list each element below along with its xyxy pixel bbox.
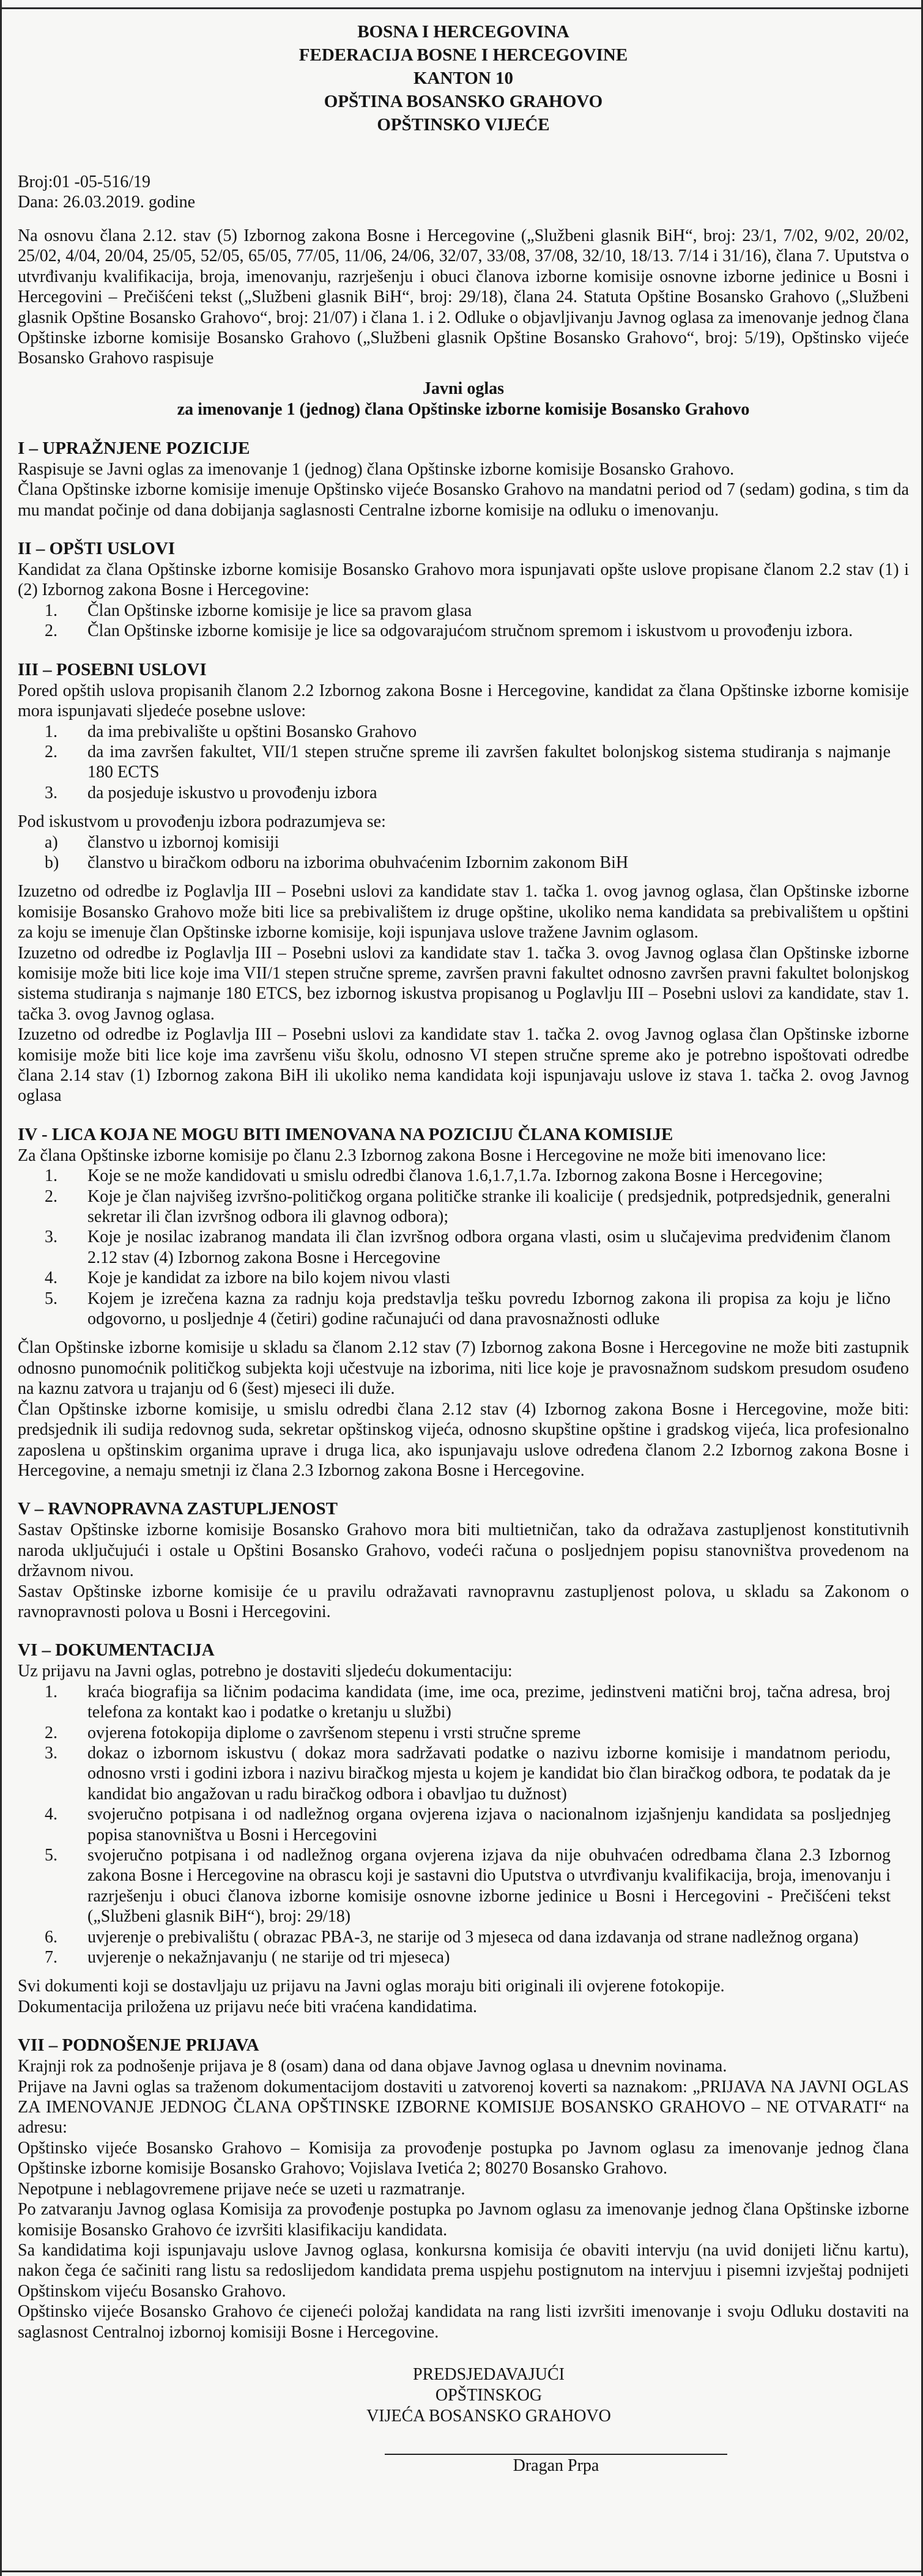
section-heading-equal-representation: V – RAVNOPRAVNA ZASTUPLJENOST: [18, 1499, 338, 1519]
section-heading-special-conditions: III – POSEBNI USLOVI: [18, 659, 207, 679]
paragraph: Pod iskustvom u provođenju izbora podrazumjeva se:: [18, 812, 386, 832]
paragraph: Svi dokumenti koji se dostavljaju uz prijavu na Javni oglas moraju biti originali ili ovjerene fotokopije.: [18, 1977, 725, 1996]
list-item: 2. Koje je član najvišeg izvršno-političkog organa političke stranke ili koalicije ( predsjednik, potpredsjednik, generalni sekretar ili član izvršnog odbora ili glavnog odbora);: [45, 1186, 891, 1227]
bottom-border: [2, 2570, 921, 2572]
header-council: OPŠTINSKO VIJEĆE: [377, 115, 550, 135]
list-item: 3. dokaz o izbornom iskustvu ( dokaz mora sadržavati podatke o nazivu izborne komisije i mandatnom periodu, odnosno vrsti i godini izbora i nazivu biračkog mjesta u kojem je kandidat bio član biračkog odbora, te podatak da je kandidat bio angažovan u radu biračkog odbora i obavljao tu dužnost): [45, 1743, 891, 1804]
section-heading-documentation: VI – DOKUMENTACIJA: [18, 1640, 215, 1660]
paragraph: Uz prijavu na Javni oglas, potrebno je dostaviti sljedeću dokumentaciju:: [18, 1662, 513, 1681]
general-conditions-list: [18, 601, 909, 642]
header-federation: FEDERACIJA BOSNE I HERCEGOVINE: [298, 45, 628, 65]
signature-title-line1: PREDSJEDAVAJUĆI OPŠTINSKOG: [413, 2364, 565, 2405]
header-country: BOSNA I HERCEGOVINA: [357, 22, 569, 42]
paragraph: Izuzetno od odredbe iz Poglavlja III – Posebni uslovi za kandidate stav 1. tačka 1. ovog javnog oglasa, član Opštinske izborne komisije Bosansko Grahovo može biti lice sa prebivalištem iz druge opštine, ukoliko nema kandidata sa prebivalištem u opštini za koju se imenuje član Opštinske izborne komisije, koji ispunjava uslove tražene Javnim oglasom.: [18, 882, 909, 942]
list-item: 2. da ima završen fakultet, VII/1 stepen stručne spreme ili završen fakultet bolonjskog sistema studiranja s najmanje 180 ECTS: [45, 742, 891, 782]
list-item: 5. svojeručno potpisana i od nadležnog organa ovjerena izjava da nije obuhvaćen odredbama člana 2.3 Izbornog zakona Bosne i Hercegovine na obrascu koji je sastavni dio Uputstva o utvrđivanju kvalifikacija, broja, imenovanju i razrješenju i obuci članova izborne komisije osnovne izborne jedinice u Bosni i Hercegovini - Prečišćeni tekst („Službeni glasnik BiH“), broj: 29/18): [45, 1846, 891, 1926]
list-item: 1. kraća biografija sa ličnim podacima kandidata (ime, ime oca, prezime, jedinstveni matični broj, tačna adresa, broj telefona za kontakt kao i podatke o kretanju u službi): [45, 1682, 891, 1722]
paragraph: Pored opštih uslova propisanih članom 2.2 Izbornog zakona Bosne i Hercegovine, kandidat za člana Opštinske izborne komisije mora ispunjavati sljedeće posebne uslove:: [18, 681, 909, 721]
list-item: 1. da ima prebivalište u opštini Bosansko Grahovo: [45, 722, 417, 741]
paragraph: Član Opštinske izborne komisije, u smislu odredbi člana 2.12 stav (4) Izbornog zakona Bosne i Hercegovine, može biti: predsjednik ili sudija redovnog suda, sekretar opštinskog vijeća, odnosno skupštine opštine i gradskog vijeća, lica profesionalno zaposlena u opštinskim organima uprave i druga lica, ako ispunjavaju uslove određena članom 2.2 Izbornog zakona Bosne i Hercegovine, a nemaju smetnji iz člana 2.3 Izbornog zakona Bosne i Hercegovine.: [18, 1399, 909, 1480]
paragraph: Krajnji rok za podnošenje prijava je 8 (osam) dana od dana objave Javnog oglasa u dnevnim novinama.: [18, 2057, 727, 2076]
signature-block: [360, 2364, 617, 2427]
list-item: 7. uvjerenje o nekažnjavanju ( ne starije od tri mjeseca): [45, 1948, 450, 1967]
list-item: 4. svojeručno potpisana i od nadležnog organa ovjerena izjava o nacionalnom izjašnjenju kandidata sa posljednjeg popisa stanovništva u Bosni i Hercegovini: [45, 1805, 891, 1845]
paragraph: Opštinsko vijeće Bosansko Grahovo će cijeneći položaj kandidata na rang listi izvršiti imenovanje i svoju Odluku dostaviti na saglasnost Centralnoj izbornoj komisiji Bosne i Hercegovine.: [18, 2302, 909, 2342]
paragraph: Dokumentacija priložena uz prijavu neće biti vraćena kandidatima.: [18, 1997, 478, 2016]
signatory-name: Dragan Prpa: [513, 2456, 599, 2475]
paragraph: Člana Opštinske izborne komisije imenuje Opštinsko vijeće Bosansko Grahovo na mandatni period od 7 (sedam) godina, s tim da mu mandat počinje od dana dobijanja saglasnosti Centralne izborne komisije na odluku o imenovanju.: [18, 480, 909, 520]
list-item: 3. da posjeduje iskustvo u provođenju izbora: [45, 783, 377, 802]
paragraph: Prijave na Javni oglas sa traženom dokumentacijom dostaviti u zatvorenoj koverti sa naznakom: „PRIJAVA NA JAVNI OGLAS ZA IMENOVANJE JEDNOG ČLANA OPŠTINSKE IZBORNE KOMISIJE BOSANSKO GRAHOVO – NE OTVARATI“ na adresu:: [18, 2077, 909, 2137]
paragraph: Raspisuje se Javni oglas za imenovanje 1 (jednog) člana Opštinske izborne komisije Bosansko Grahovo.: [18, 459, 735, 479]
paragraph: Kandidat za člana Opštinske izborne komisije Bosansko Grahovo mora ispunjavati opšte uslove propisane članom 2.2 stav (1) i (2) Izbornog zakona Bosne i Hercegovine:: [18, 560, 909, 600]
paragraph: Po zatvaranju Javnog oglasa Komisija za provođenje postupka po Javnom oglasu za imenovanje jednog člana Opštinske izborne komisije Bosansko Grahovo će izvršiti klasifikaciju kandidata.: [18, 2200, 909, 2240]
reference-number: Broj:01 -05-516/19: [18, 172, 150, 191]
signature-title-line2: VIJEĆA BOSANSKO GRAHOVO: [366, 2406, 611, 2426]
paragraph: Izuzetno od odredbe iz Poglavlja III – Posebni uslovi za kandidate stav 1. tačka 3. ovog Javnog oglasa član Opštinske izborne komisije može biti lice koje ima VII/1 stepen stručne spreme, završen pravni fakultet odnosno završen pravni fakultet bolonjskog sistema studiranja s najmanje 180 ETCS, bez izbornog iskustva propisanog u Poglavlju III – Posebni uslovi za kandidate, stav 1. tačka 3. ovog Javnog oglasa.: [18, 943, 909, 1024]
document-header: [18, 9, 909, 136]
ineligible-persons-list: [18, 1166, 909, 1329]
paragraph: Za člana Opštinske izborne komisije po članu 2.3 Izbornog zakona Bosne i Hercegovine ne može biti imenovano lice:: [18, 1146, 826, 1165]
list-item: 4. Koje je kandidat za izbore na bilo kojem nivou vlasti: [45, 1268, 451, 1288]
list-item: b) članstvo u biračkom odboru na izborima obuhvaćenim Izbornim zakonom BiH: [45, 853, 629, 872]
section-heading-ineligible-persons: IV - LICA KOJA NE MOGU BITI IMENOVANA NA POZICIJU ČLANA KOMISIJE: [18, 1124, 673, 1144]
list-item: 3. Koje je nosilac izabranog mandata ili član izvršnog odbora organa vlasti, osim u slučajevima predviđenim članom 2.12 stav (4) Izbornog zakona Bosne i Hercegovine: [45, 1227, 891, 1267]
document-meta: [18, 172, 909, 212]
experience-list: [18, 832, 909, 873]
list-item: 2. ovjerena fotokopija diplome o završenom stepenu i vrsti stručne spreme: [45, 1723, 581, 1742]
paragraph: Sastav Opštinske izborne komisije Bosansko Grahovo mora biti multietničan, tako da odražava zastupljenost konstitutivnih naroda uključujući i ostale u Opštini Bosansko Grahovo, vodeći računa o posljednjem popisu stanovništva provedenom na državnom nivou.: [18, 1520, 909, 1581]
notice-title-sub: za imenovanje 1 (jednog) člana Opštinske izborne komisije Bosansko Grahovo: [177, 399, 750, 419]
list-item: 6. uvjerenje o prebivalištu ( obrazac PBA-3, ne starije od 3 mjeseca od dana izdavanja od strane nadležnog organa): [45, 1927, 859, 1947]
notice-title-main: Javni oglas: [422, 379, 505, 398]
documentation-list: [18, 1682, 909, 1968]
paragraph: Opštinsko vijeće Bosansko Grahovo – Komisija za provođenje postupka po Javnom oglasu za imenovanje jednog člana Opštinske izborne komisije Bosansko Grahovo; Vojislava Ivetića 2; 80270 Bosansko Grahovo.: [18, 2138, 909, 2178]
list-item: 1. Koje se ne može kandidovati u smislu odredbi članova 1.6,1.7,1.7a. Izbornog zakona Bosne i Hercegovine;: [45, 1166, 823, 1186]
paragraph: Sa kandidatima koji ispunjavaju uslove Javnog oglasa, konkursna komisija će obaviti intervju (na uvid donijeti ličnu kartu), nakon čega će sačiniti rang listu sa redoslijedom kandidata prema uspjehu postignutom na intervjuu i pisemni izvještaj podnijeti Opštinskom vijeću Bosansko Grahovo.: [18, 2240, 909, 2301]
section-heading-vacancies: I – UPRAŽNJENE POZICIJE: [18, 438, 250, 458]
list-item: 2. Član Opštinske izborne komisije je lice sa odgovarajućom stručnom spremom i iskustvom u provođenju izbora.: [45, 621, 853, 641]
document-date: Dana: 26.03.2019. godine: [18, 193, 196, 212]
special-conditions-list: [18, 722, 909, 804]
list-item: 1. Član Opštinske izborne komisije je lice sa pravom glasa: [45, 601, 472, 620]
header-municipality: OPŠTINA BOSANSKO GRAHOVO: [324, 92, 603, 111]
header-canton: KANTON 10: [413, 68, 513, 88]
list-item: a) članstvo u izbornoj komisiji: [45, 832, 280, 852]
list-item: 5. Kojem je izrečena kazna za radnju koja predstavlja tešku povredu Izbornog zakona ili propisa za koju je lično odgovorno, u posljednje 4 (četiri) godine računajući od dana pravosnažnosti odluke: [45, 1289, 891, 1329]
paragraph: Nepotpune i neblagovremene prijave neće se uzeti u razmatranje.: [18, 2179, 465, 2199]
paragraph: Sastav Opštinske izborne komisije će u pravilu odražavati ravnopravnu zastupljenost polova, u skladu sa Zakonom o ravnopravnosti polova u Bosni i Hercegovini.: [18, 1582, 909, 1621]
legal-basis-paragraph: Na osnovu člana 2.12. stav (5) Izbornog zakona Bosne i Hercegovine („Službeni glasnik BiH“, broj: 23/1, 7/02, 9/02, 20/02, 25/02, 4/04, 20/04, 25/05, 52/05, 65/05, 77/05, 11/06, 24/06, 32/07, 33/08, 37/08, 32/10, 18/13. 7/14 i 31/16), člana 7. Uputstva o utvrđivanju kvalifikacija, broja, imenovanju, razrješenju i obuci članova izborne komisije osnovne izborne jedinice u Bosni i Hercegovini – Prečišćeni tekst („Službeni glasnik BiH“, broj: 29/18), člana 24. Statuta Opštine Bosansko Grahovo („Službeni glasnik Opštine Bosansko Grahovo“, broj: 21/07) i člana 1. i 2. Odluke o objavljivanju Javnog oglasa za imenovanje jednog člana Opštinske izborne komisije Bosansko Grahovo („Službeni glasnik Opštine Bosansko Grahovo“, broj: 5/19), Opštinsko vijeće Bosansko Grahovo raspisuje: [18, 226, 909, 368]
paragraph: Član Opštinske izborne komisije u skladu sa članom 2.12 stav (7) Izbornog zakona Bosne i Hercegovine ne može biti zastupnik odnosno punomoćnik političkog subjekta koji učestvuje na izborima, niti lice koje je pravosnažnom sudskom presudom osuđeno na kaznu zatvora u trajanju od 6 (šest) mjeseci ili duže.: [18, 1338, 909, 1399]
paragraph: Izuzetno od odredbe iz Poglavlja III – Posebni uslovi za kandidate stav 1. tačka 2. ovog Javnog oglasa član Opštinske izborne komisije može biti lice koje ima završenu višu školu, odnosno VI stepen stručne spreme ako je potrebno ispoštovati odredbe člana 2.14 stav (1) Izbornog zakona BiH ili ukoliko nema kandidata koji ispunjavaju uslove iz stava 1. tačka 2. ovog Javnog oglasa: [18, 1025, 909, 1106]
notice-title: [18, 379, 909, 420]
section-heading-applications: VII – PODNOŠENJE PRIJAVA: [18, 2035, 259, 2056]
section-heading-general-conditions: II – OPŠTI USLOVI: [18, 539, 176, 559]
